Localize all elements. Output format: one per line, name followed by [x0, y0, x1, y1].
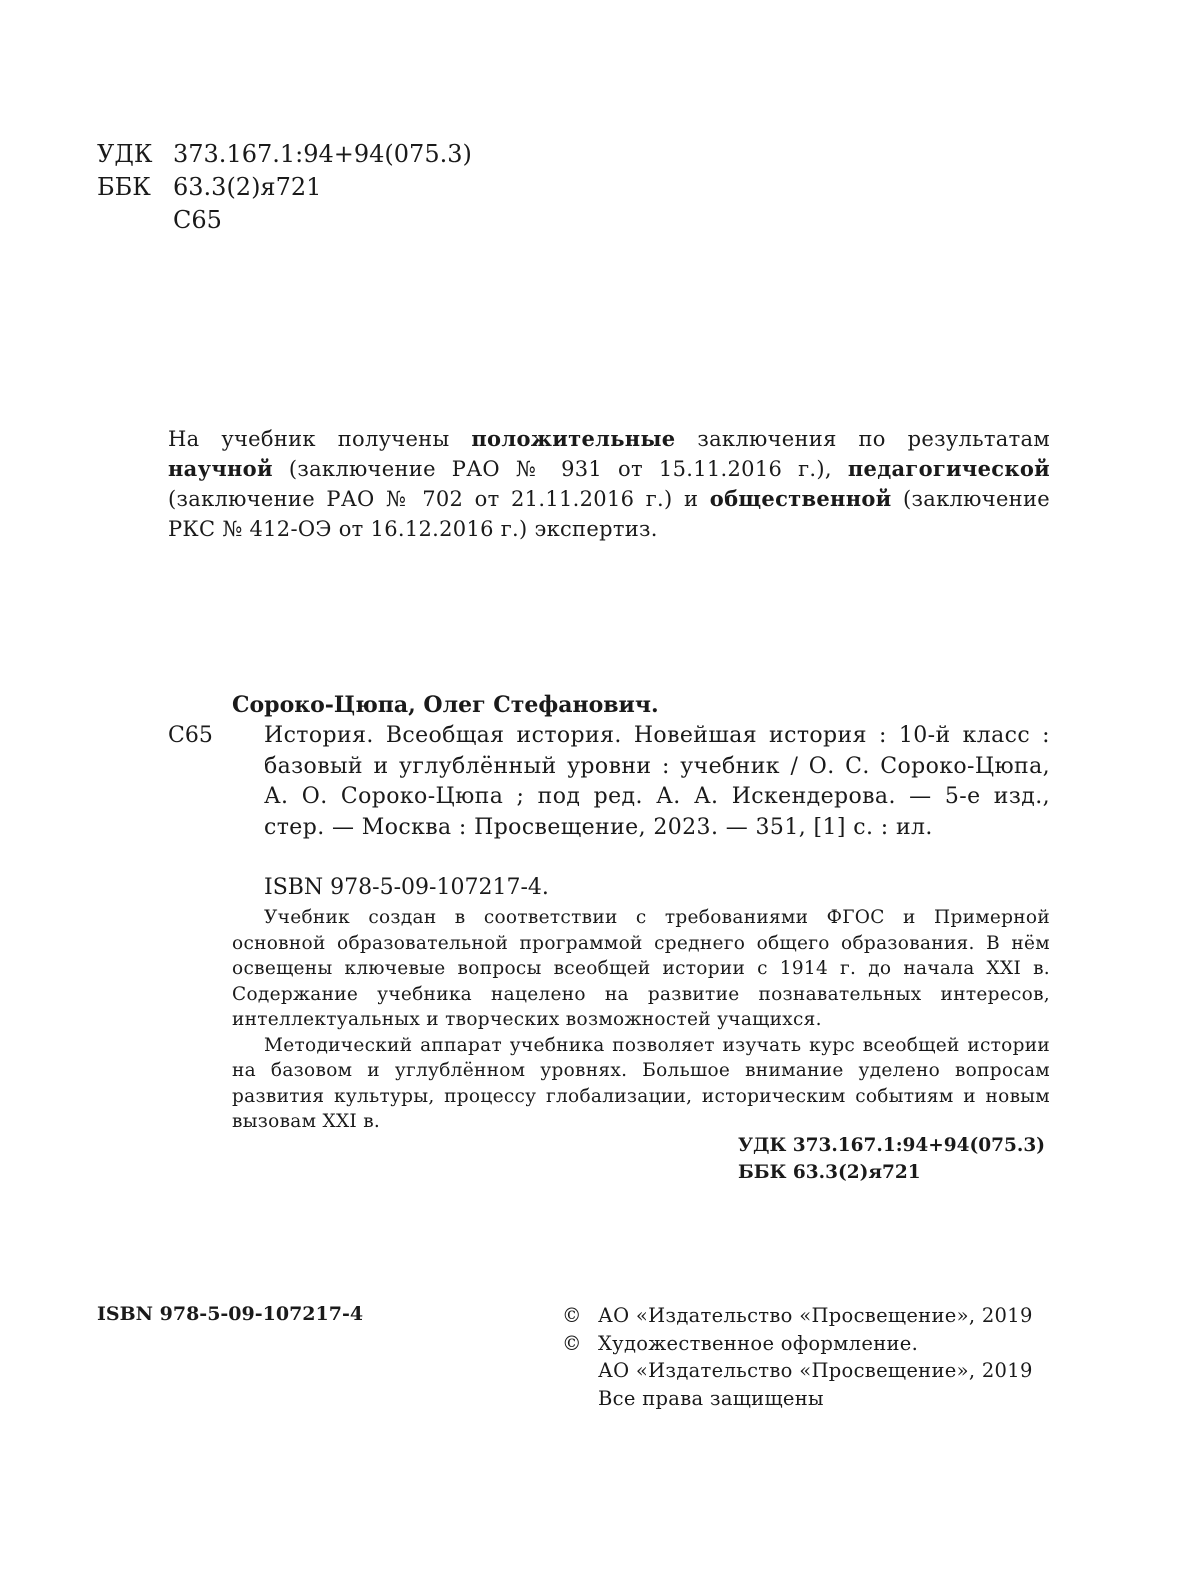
author-mark: С65 — [173, 206, 222, 234]
udk-value: 373.167.1:94+94(075.3) — [173, 140, 472, 168]
public-word: общественной — [709, 486, 892, 511]
author-mark-line — [97, 203, 222, 237]
pedagogical-word: педагогической — [847, 456, 1050, 481]
udk-label: УДК — [97, 140, 153, 168]
copyright-icon: © — [562, 1304, 582, 1327]
card-udk: УДК 373.167.1:94+94(075.3) — [738, 1135, 1045, 1156]
udk-line — [97, 137, 472, 171]
bbk-label: ББК — [97, 173, 151, 201]
card-bibliographic-description: История. Всеобщая история. Новейшая история : 10-й класс : базовый и углублённый уровни : учебник / О. С. Сороко-Цюпа, А. О. Сороко-Цюпа ; под ред. А. А. Искендерова. — 5-е изд., стер. — Москва : Просвещение, 2023. — 351, [1] с. : ил. — [264, 723, 1050, 840]
bbk-line — [97, 170, 321, 204]
card-isbn: ISBN 978-5-09-107217-4. — [264, 875, 549, 900]
positive-word: положительные — [471, 426, 676, 451]
copyright-line-3: АО «Издательство «Просвещение», 2019 — [598, 1359, 1033, 1382]
scientific-word: научной — [168, 456, 273, 481]
review-notice: На учебник получены положительные заключения по результатам научной (заключение РАО № 931 от 15.11.2016 г.), педагогической (заключение РАО № 702 от 21.11.2016 г.) и общественной (заключение РКС № 412-ОЭ от 16.12.2016 г.) экспертиз. — [168, 426, 1050, 541]
card-annotation — [232, 905, 1050, 1135]
copyright-icon: © — [562, 1332, 582, 1355]
isbn-footer: ISBN 978-5-09-107217-4 — [97, 1303, 364, 1325]
rights-line: Все права защищены — [598, 1387, 824, 1410]
card-author: Сороко-Цюпа, Олег Стефанович. — [232, 692, 659, 718]
copyright-line-2: © Художественное оформление. — [562, 1330, 918, 1358]
card-author-mark: С65 — [168, 723, 213, 748]
card-bbk: ББК 63.3(2)я721 — [738, 1162, 921, 1183]
annotation-paragraph-1: Учебник создан в соответствии с требованиями ФГОС и Примерной основной образовательной программой среднего общего образования. В нём освещены ключевые вопросы всеобщей истории с 1914 г. до начала XXI в. Содержание учебника нацелено на развитие познавательных интересов, интеллектуальных и творческих возможностей учащихся. — [232, 907, 1050, 1030]
bbk-value: 63.3(2)я721 — [173, 173, 322, 201]
copyright-line-1: © АО «Издательство «Просвещение», 2019 — [562, 1302, 1033, 1330]
annotation-paragraph-2: Методический аппарат учебника позволяет изучать курс всеобщей истории на базовом и углублённом уровнях. Большое внимание уделено вопросам развития культуры, процессу глобализации, историческим событиям и новым вызовам XXI в. — [232, 1034, 1050, 1132]
